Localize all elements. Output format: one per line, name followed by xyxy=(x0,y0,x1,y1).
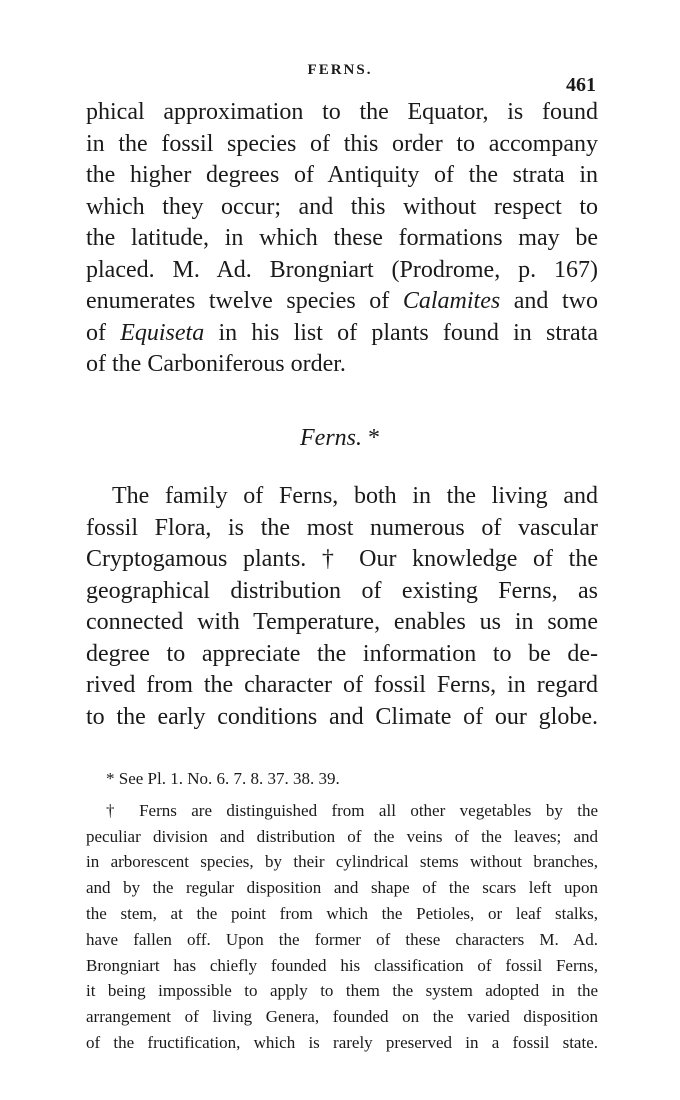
text-run: of xyxy=(86,319,121,346)
section-heading-text: Ferns. xyxy=(300,425,362,451)
section-heading xyxy=(0,425,680,452)
footnote-dagger-line: the stem, at the point from which the Petioles, or leaf stalks, xyxy=(86,903,598,923)
footnote-reference-star: * xyxy=(362,425,380,451)
footnote-dagger-line: † Ferns are distinguished from all other vegetables by the xyxy=(106,800,598,820)
paragraph-continued xyxy=(86,97,598,381)
footnote-dagger-line: of the fructification, which is rarely preserved in a fossil state. xyxy=(86,1032,598,1052)
text-line: placed. M. Ad. Brongniart (Prodrome, p. 167) xyxy=(86,256,598,283)
footnote-dagger-line: Brongniart has chiefly founded his classification of fossil Ferns, xyxy=(86,955,598,975)
text-line: rived from the character of fossil Ferns, in regard xyxy=(86,672,598,698)
text-line: which they occur; and this without respect to xyxy=(86,193,598,220)
footnote-dagger-line: in arborescent species, by their cylindrical stems without branches, xyxy=(86,852,598,872)
text-line: The family of Ferns, both in the living and xyxy=(112,483,598,509)
text-line: degree to appreciate the information to be de- xyxy=(86,640,598,667)
page-number: 461 xyxy=(566,74,596,96)
genus-name-calamites: Calamites xyxy=(402,288,501,314)
text-line xyxy=(86,318,598,350)
text-line: the latitude, in which these formations may be xyxy=(86,225,598,251)
text-line: the higher degrees of Antiquity of the strata in xyxy=(86,162,598,188)
text-line xyxy=(86,286,598,318)
text-run: enumerates twelve species of xyxy=(86,288,403,314)
text-line: fossil Flora, is the most numerous of vascular xyxy=(86,514,598,541)
text-line: phical approximation to the Equator, is found xyxy=(86,99,598,125)
text-line: Cryptogamous plants. † Our knowledge of the xyxy=(86,546,598,572)
text-line: geographical distribution of existing Ferns, as xyxy=(86,577,598,604)
footnote-star: * See Pl. 1. No. 6. 7. 8. 37. 38. 39. xyxy=(106,769,340,788)
text-run: and two xyxy=(500,288,599,314)
text-line: connected with Temperature, enables us in some xyxy=(86,609,598,635)
footnotes xyxy=(86,766,598,1056)
text-run: in his list of plants found in strata xyxy=(204,319,598,346)
footnote-dagger-line: and by the regular disposition and shape of the scars left upon xyxy=(86,878,598,898)
running-title: FERNS. xyxy=(307,62,373,78)
footnote-dagger-line: have fallen off. Upon the former of these characters M. Ad. xyxy=(86,929,598,949)
genus-name-equiseta: Equiseta xyxy=(120,319,205,346)
text-line: in the fossil species of this order to accompany xyxy=(86,130,598,157)
text-line: of the Carboniferous order. xyxy=(86,351,346,377)
text-line: to the early conditions and Climate of our globe. xyxy=(86,703,598,730)
footnote-dagger-line: peculiar division and distribution of the veins of the leaves; and xyxy=(86,826,598,846)
paragraph-ferns xyxy=(86,481,598,733)
footnote-dagger-line: arrangement of living Genera, founded on the varied disposition xyxy=(86,1007,598,1027)
footnote-dagger-line: it being impossible to apply to them the system adopted in the xyxy=(86,981,598,1001)
